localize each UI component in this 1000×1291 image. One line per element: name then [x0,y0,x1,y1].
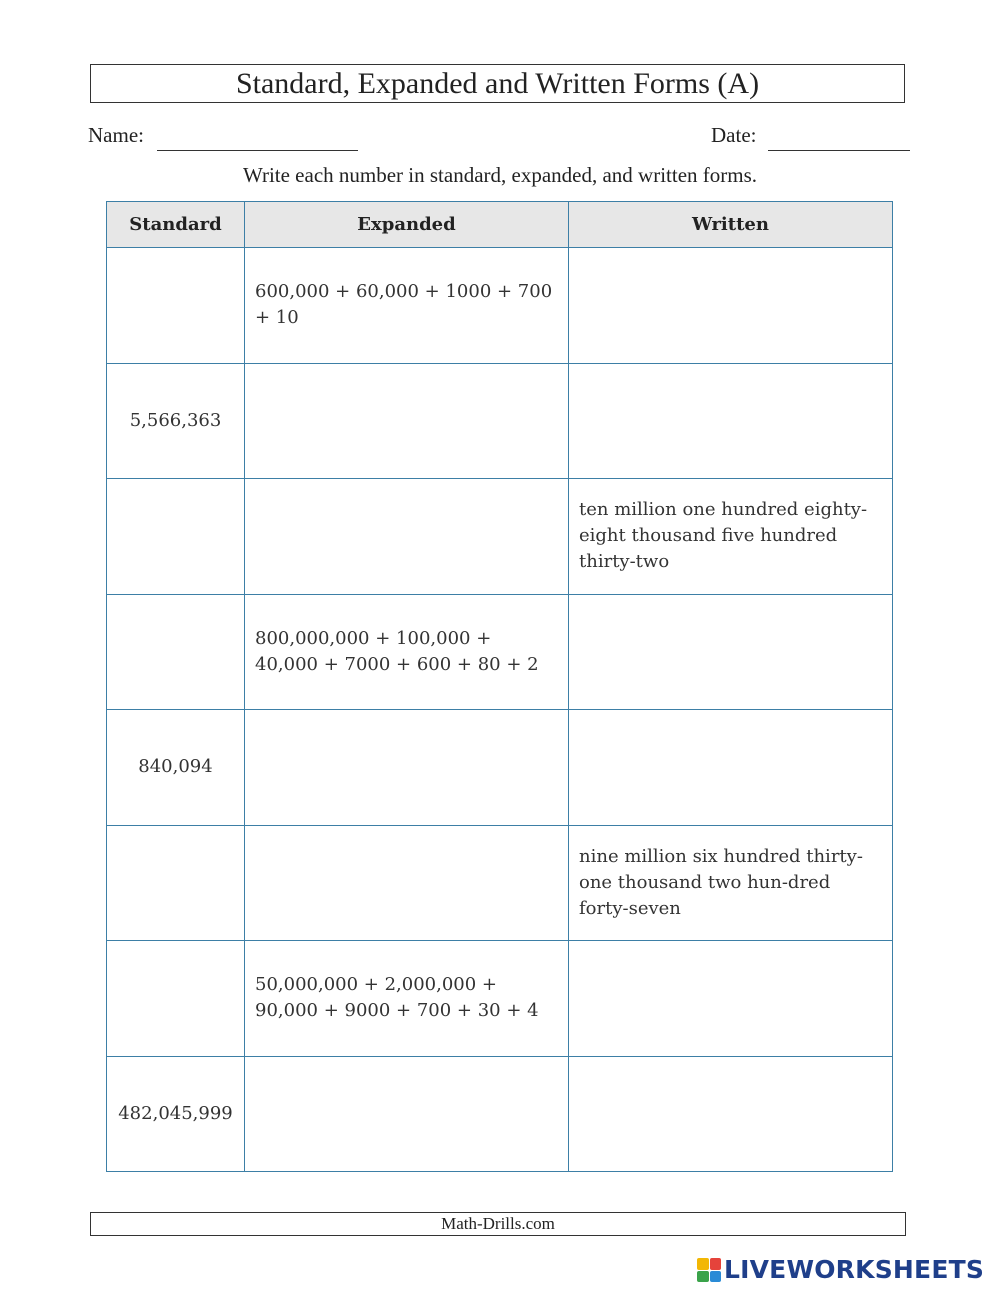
standard-cell[interactable] [107,363,245,479]
expanded-value: 800,000,000 + 100,000 + 40,000 + 7000 + 600 + 80 + 2 [255,627,539,675]
table-row [107,363,893,479]
name-label: Name: [88,123,144,147]
table-row [107,710,893,826]
expanded-cell[interactable] [245,825,569,941]
table-row [107,1056,893,1172]
written-value: nine million six hundred thirty-one thousand two hun-dred forty-seven [579,845,863,919]
written-cell[interactable] [569,363,893,479]
written-cell[interactable] [569,825,893,941]
expanded-value: 600,000 + 60,000 + 1000 + 700 + 10 [255,281,553,329]
liveworksheets-logo[interactable] [697,1255,984,1285]
written-cell[interactable] [569,479,893,595]
written-cell[interactable] [569,594,893,710]
expanded-cell[interactable] [245,1056,569,1172]
written-cell[interactable] [569,941,893,1057]
standard-value: 5,566,363 [129,409,222,431]
liveworksheets-wordmark: LIVEWORKSHEETS [724,1255,985,1284]
expanded-cell[interactable] [245,594,569,710]
date-label: Date: [711,123,757,147]
written-cell[interactable] [569,710,893,826]
written-cell[interactable] [569,248,893,364]
written-value: ten million one hundred eighty-eight thousand five hundred thirty-two [579,499,868,573]
header-written: Written [569,202,893,248]
name-field-line[interactable] [157,150,358,151]
logo-block-l [697,1258,709,1270]
expanded-cell[interactable] [245,248,569,364]
header-expanded: Expanded [245,202,569,248]
expanded-value: 50,000,000 + 2,000,000 + 90,000 + 9000 + 700 + 30 + 4 [255,974,539,1022]
worksheet-title: Standard, Expanded and Written Forms (A) [90,64,905,103]
standard-cell[interactable] [107,1056,245,1172]
logo-block-i [710,1258,722,1270]
forms-table [106,201,893,1172]
footer-source: Math-Drills.com [90,1212,906,1236]
standard-cell[interactable] [107,941,245,1057]
table-header-row [107,202,893,248]
standard-cell[interactable] [107,594,245,710]
table-row [107,479,893,595]
expanded-cell[interactable] [245,479,569,595]
standard-cell[interactable] [107,479,245,595]
instructions: Write each number in standard, expanded, and written forms. [242,163,758,187]
liveworksheets-logo-icon [697,1258,721,1282]
standard-value: 482,045,999 [118,1102,233,1124]
expanded-cell[interactable] [245,710,569,826]
standard-value: 840,094 [138,756,213,778]
logo-block-e [710,1271,722,1283]
table-row [107,248,893,364]
expanded-cell[interactable] [245,941,569,1057]
header-standard: Standard [107,202,245,248]
table-row [107,594,893,710]
expanded-cell[interactable] [245,363,569,479]
standard-cell[interactable] [107,248,245,364]
table-row [107,941,893,1057]
table-row [107,825,893,941]
logo-block-v [697,1271,709,1283]
date-field-line[interactable] [768,150,910,151]
written-cell[interactable] [569,1056,893,1172]
standard-cell[interactable] [107,710,245,826]
standard-cell[interactable] [107,825,245,941]
